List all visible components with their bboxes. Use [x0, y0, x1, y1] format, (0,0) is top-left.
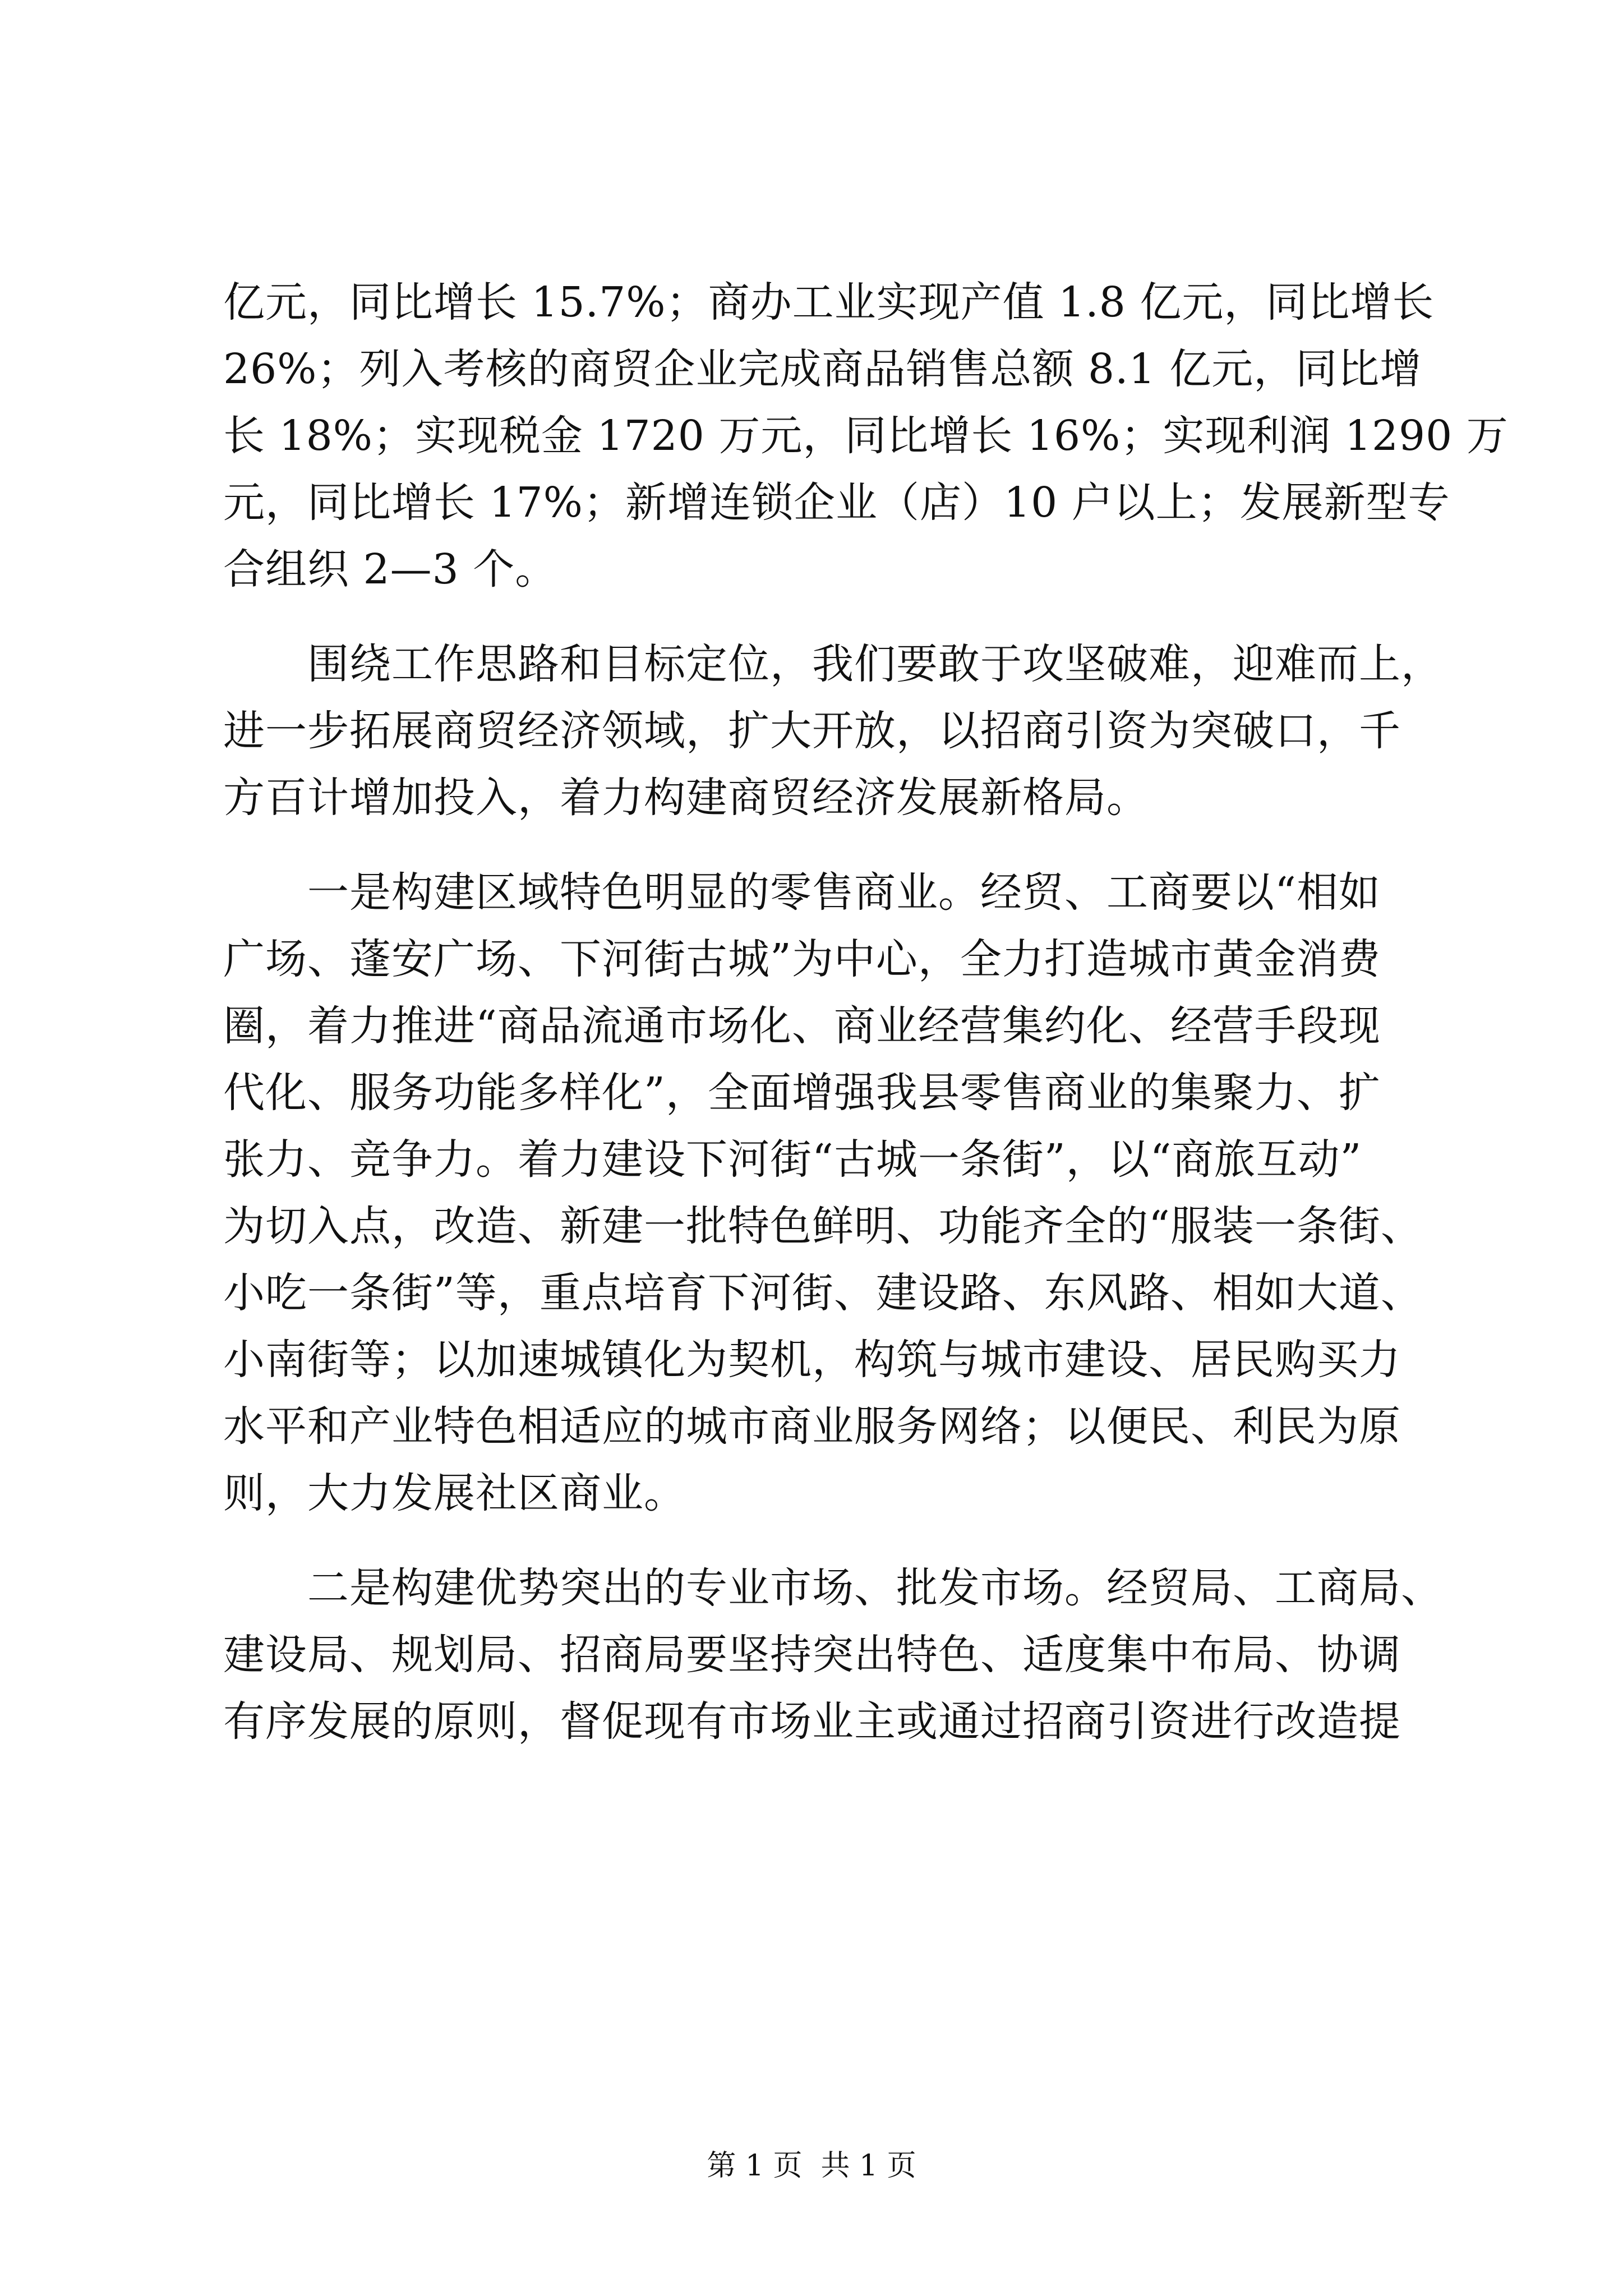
text-line: 26%；列入考核的商贸企业完成商品销售总额 8.1 亿元，同比增 [223, 345, 1422, 393]
paragraph-spacing [223, 831, 1429, 859]
paragraph-spacing [223, 1527, 1429, 1555]
text-line: 广场、蓬安广场、下河街古城”为中心，全力打造城市黄金消费 [223, 935, 1381, 983]
text-line: 则，大力发展社区商业。 [223, 1469, 686, 1517]
text-line: 有序发展的原则，督促现有市场业主或通过招商引资进行改造提 [223, 1697, 1401, 1746]
text-line: 进一步拓展商贸经济领域，扩大开放，以招商引资为突破口，千 [223, 707, 1401, 755]
text-line: 元，同比增长 17%；新增连锁企业（店）10 户以上；发展新型专 [223, 478, 1450, 527]
text-line: 一是构建区域特色明显的零售商业。经贸、工商要以“相如 [223, 868, 1381, 917]
text-line: 小吃一条街”等，重点培育下河街、建设路、东风路、相如大道、 [223, 1269, 1423, 1317]
text-line: 建设局、规划局、招商局要坚持突出特色、适度集中布局、协调 [223, 1631, 1401, 1679]
text-line: 方百计增加投入，着力构建商贸经济发展新格局。 [223, 774, 1149, 822]
text-line: 圈，着力推进“商品流通市场化、商业经营集约化、经营手段现 [223, 1002, 1381, 1050]
text-line: 合组织 2—3 个。 [223, 545, 557, 593]
paragraph-spacing [223, 603, 1429, 631]
text-line: 长 18%；实现税金 1720 万元，同比增长 16%；实现利润 1290 万 [223, 412, 1509, 460]
text-line: 代化、服务功能多样化”，全面增强我县零售商业的集聚力、扩 [223, 1069, 1381, 1117]
text-line: 为切入点，改造、新建一批特色鲜明、功能齐全的“服装一条街、 [223, 1202, 1423, 1250]
text-line: 水平和产业特色相适应的城市商业服务网络；以便民、利民为原 [223, 1402, 1401, 1451]
text-line: 小南街等；以加速城镇化为契机，构筑与城市建设、居民购买力 [223, 1336, 1401, 1384]
text-line: 张力、竞争力。着力建设下河街“古城一条街”，以“商旅互动” [223, 1135, 1362, 1184]
page-footer: 第 1 页 共 1 页 [707, 2149, 916, 2183]
text-line: 二是构建优势突出的专业市场、批发市场。经贸局、工商局、 [223, 1564, 1443, 1612]
paragraph-3 [223, 859, 1429, 1527]
paragraph-4 [223, 1555, 1443, 1755]
paragraph-2 [223, 631, 1443, 831]
text-line: 围绕工作思路和目标定位，我们要敢于攻坚破难，迎难而上， [223, 640, 1443, 688]
paragraph-1 [223, 269, 1509, 603]
text-line: 亿元，同比增长 15.7%；商办工业实现产值 1.8 亿元，同比增长 [223, 278, 1435, 326]
document-body [223, 269, 1509, 1755]
